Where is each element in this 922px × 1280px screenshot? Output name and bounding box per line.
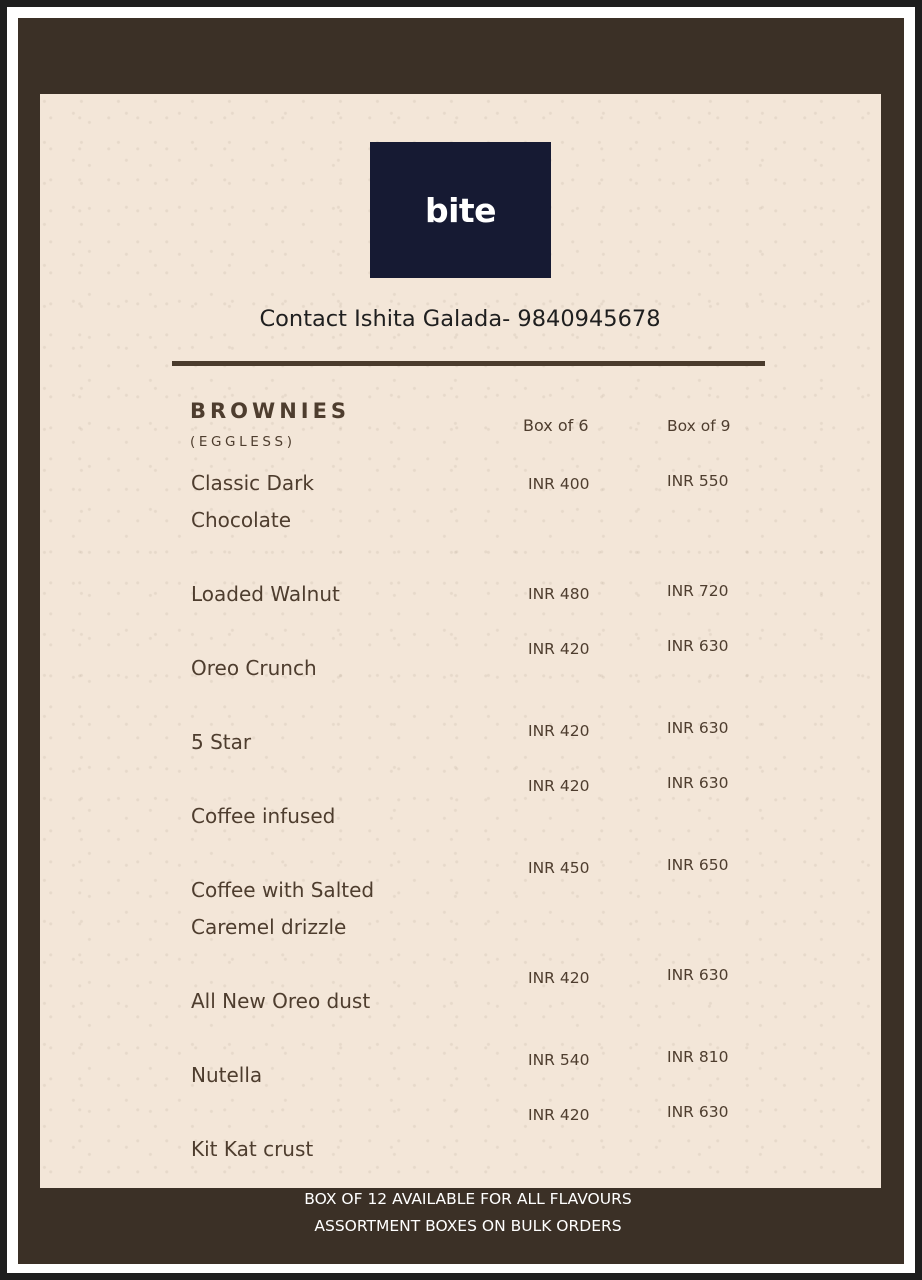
menu-item-name: Nutella [191,1063,263,1087]
column-header-box-of-9: Box of 9 [667,417,731,435]
contact-line: Contact Ishita Galada- 9840945678 [259,306,661,332]
price-box-of-9: INR 630 [667,719,729,737]
menu-item-name: All New Oreo dust [191,989,371,1013]
menu-item-name: Classic Dark Chocolate [191,471,314,532]
price-box-of-9: INR 650 [667,856,729,874]
menu-item-name: Coffee infused [191,804,336,828]
price-box-of-6: INR 420 [528,777,590,795]
price-box-of-6: INR 420 [528,722,590,740]
footer-note-box-of-12: BOX OF 12 AVAILABLE FOR ALL FLAVOURS [304,1190,632,1208]
price-box-of-9: INR 810 [667,1048,729,1066]
price-box-of-9: INR 630 [667,637,729,655]
price-box-of-9: INR 630 [667,774,729,792]
price-box-of-6: INR 420 [528,969,590,987]
price-box-of-6: INR 450 [528,859,590,877]
menu-item-name: Oreo Crunch [191,656,317,680]
price-box-of-6: INR 540 [528,1051,590,1069]
price-box-of-6: INR 400 [528,475,590,493]
price-box-of-6: INR 420 [528,1106,590,1124]
brand-logo [370,142,551,278]
price-box-of-9: INR 550 [667,472,729,490]
price-box-of-9: INR 720 [667,582,729,600]
footer-note-assortment: ASSORTMENT BOXES ON BULK ORDERS [314,1217,622,1235]
price-box-of-9: INR 630 [667,966,729,984]
menu-item-name: Coffee with Salted Caremel drizzle [191,878,375,939]
price-box-of-9: INR 630 [667,1103,729,1121]
section-title: BROWNIES [190,399,351,423]
menu-item-name: Kit Kat crust [191,1137,314,1161]
logo-text: bite [424,190,497,230]
divider [172,361,765,366]
column-header-box-of-6: Box of 6 [523,416,589,435]
section-subtitle: (EGGLESS) [190,434,296,450]
menu-item-name: 5 Star [191,730,252,754]
price-box-of-6: INR 420 [528,640,590,658]
menu-item-name: Loaded Walnut [191,582,340,606]
price-box-of-6: INR 480 [528,585,590,603]
